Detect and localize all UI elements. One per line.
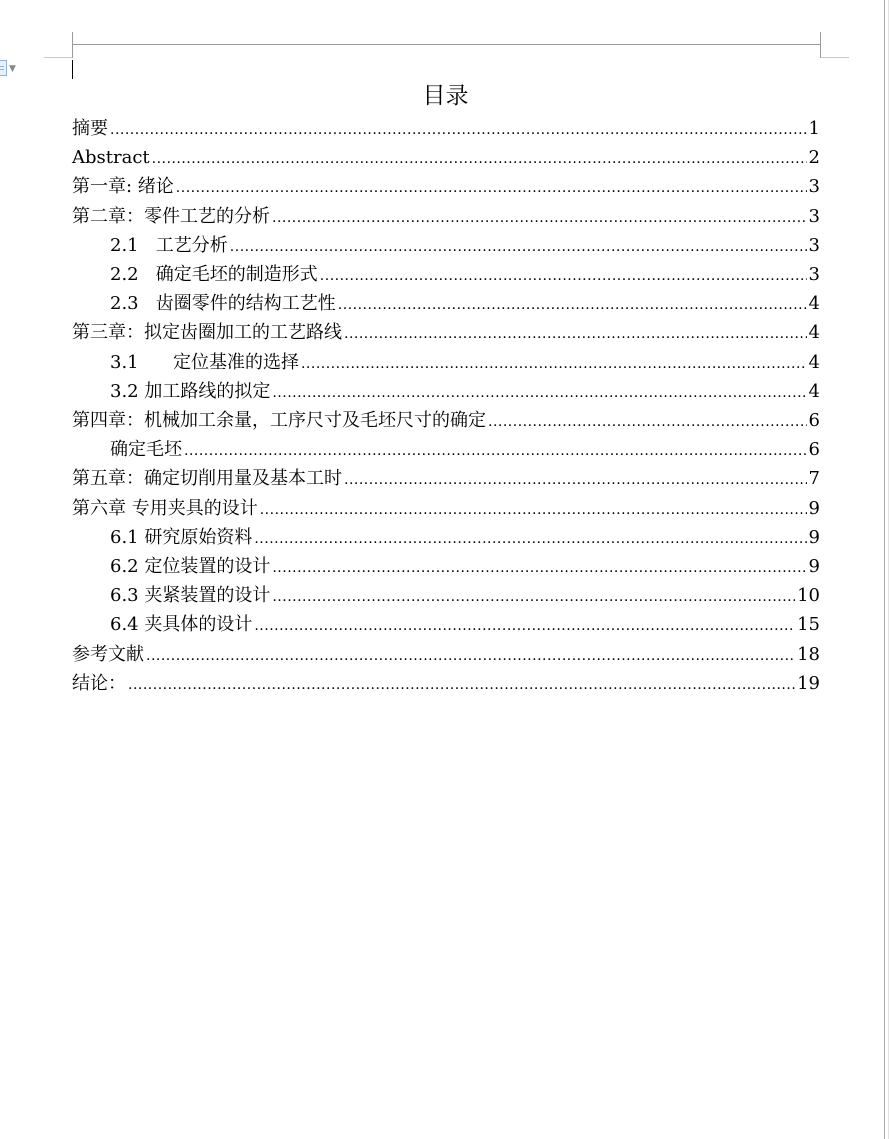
toc-entry-page: 3 — [808, 264, 820, 285]
document-icon — [0, 60, 7, 76]
toc-entry[interactable] — [72, 669, 820, 698]
toc-entry-label: 第四章：机械加工余量，工序尺寸及毛坯尺寸的确定 — [72, 410, 486, 431]
toc-entry-label: 2.1 工艺分析 — [110, 235, 228, 256]
toc-entry-label: 结论： — [72, 673, 126, 694]
toc-entry-page: 9 — [808, 556, 820, 577]
toc-entry[interactable] — [110, 377, 820, 406]
toc-entry-page: 15 — [797, 614, 820, 635]
toc-leader-dots — [272, 583, 795, 612]
toc-leader-dots — [272, 379, 806, 408]
toc-entry[interactable] — [72, 202, 820, 231]
toc-leader-dots — [344, 320, 807, 349]
page-edge-line — [884, 0, 885, 1139]
toc-leader-dots — [320, 262, 807, 291]
toc-entry-page: 4 — [808, 322, 820, 343]
toc-entry-label: 6.2 定位装置的设计 — [110, 556, 271, 577]
text-cursor — [72, 60, 73, 79]
toc-entry-page: 3 — [808, 235, 820, 256]
toc-entry-label: 6.3 夹紧装置的设计 — [110, 585, 271, 606]
toc-entry[interactable] — [110, 610, 820, 639]
toc-leader-dots — [110, 116, 807, 145]
toc-leader-dots — [146, 642, 795, 671]
toc-entry[interactable] — [72, 494, 820, 523]
header-line — [72, 44, 821, 45]
page-title: 目录 — [422, 83, 469, 109]
toc-entry-label: 第三章：拟定齿圈加工的工艺路线 — [72, 322, 342, 343]
toc-entry-page: 1 — [808, 118, 820, 139]
chevron-down-icon: ▼ — [9, 64, 16, 74]
toc-entry[interactable] — [110, 231, 820, 260]
toc-entry-label: 3.2 加工路线的拟定 — [110, 381, 271, 402]
toc-entry[interactable] — [72, 464, 820, 493]
toc-entry-label: 第一章: 绪论 — [72, 176, 174, 197]
page-edge-shadow — [888, 0, 889, 1139]
toc-entry-page: 2 — [808, 147, 820, 168]
toc-entry[interactable] — [72, 640, 820, 669]
toc-entry[interactable] — [72, 318, 820, 347]
toc-entry-label: Abstract — [72, 147, 150, 168]
toc-entry[interactable] — [110, 260, 820, 289]
margin-corner-right-tick — [820, 32, 821, 58]
page-options-button[interactable] — [0, 60, 16, 78]
toc-entry-label: 摘要 — [72, 118, 108, 139]
toc-leader-dots — [254, 525, 806, 554]
toc-leader-dots — [176, 174, 807, 203]
toc-leader-dots — [184, 437, 807, 466]
toc-entry[interactable] — [110, 523, 820, 552]
toc-entry[interactable] — [110, 435, 820, 464]
margin-corner-left — [44, 57, 72, 58]
toc-entry-page: 4 — [808, 293, 820, 314]
toc-leader-dots — [272, 554, 806, 583]
toc-entry-label: 2.3 齿圈零件的结构工艺性 — [110, 293, 336, 314]
toc-entry-page: 9 — [808, 498, 820, 519]
toc-entry[interactable] — [72, 172, 820, 201]
toc-entry-page: 7 — [808, 468, 820, 489]
toc-entry[interactable] — [110, 581, 820, 610]
toc-leader-dots — [230, 233, 807, 262]
toc-entry-page: 3 — [808, 176, 820, 197]
toc-entry-label: 6.1 研究原始资料 — [110, 527, 253, 548]
toc-entry-label: 6.4 夹具体的设计 — [110, 614, 253, 635]
toc-entry-page: 4 — [808, 381, 820, 402]
toc-leader-dots — [301, 350, 807, 379]
toc-entry-label: 参考文献 — [72, 644, 144, 665]
toc-entry-page: 3 — [808, 206, 820, 227]
toc-entry[interactable] — [72, 114, 820, 143]
toc-entry-page: 18 — [797, 644, 820, 665]
toc-entry-page: 9 — [808, 527, 820, 548]
toc-entry-page: 4 — [808, 352, 820, 373]
toc-entry[interactable] — [110, 348, 820, 377]
toc-leader-dots — [260, 496, 807, 525]
toc-leader-dots — [344, 466, 807, 495]
toc-entry-label: 第六章 专用夹具的设计 — [72, 498, 258, 519]
toc-leader-dots — [488, 408, 807, 437]
toc-entry-page: 6 — [808, 439, 820, 460]
toc-entry[interactable] — [110, 289, 820, 318]
toc-leader-dots — [128, 671, 795, 700]
toc-leader-dots — [152, 145, 807, 174]
toc-entry[interactable] — [72, 406, 820, 435]
toc-entry-page: 19 — [797, 673, 820, 694]
toc-entry-page: 10 — [797, 585, 820, 606]
toc-entry-page: 6 — [808, 410, 820, 431]
margin-corner-left-tick — [72, 32, 73, 58]
toc-entry[interactable] — [72, 143, 820, 172]
toc-entry-label: 确定毛坯 — [110, 439, 182, 460]
toc-entry-label: 第五章：确定切削用量及基本工时 — [72, 468, 342, 489]
toc-entry-label: 3.1 定位基准的选择 — [110, 352, 299, 373]
toc-entry[interactable] — [110, 552, 820, 581]
toc-entry-label: 2.2 确定毛坯的制造形式 — [110, 264, 318, 285]
toc-leader-dots — [272, 204, 807, 233]
margin-corner-right — [821, 57, 849, 58]
toc-leader-dots — [338, 291, 807, 320]
toc-leader-dots — [254, 612, 795, 641]
toc-entry-label: 第二章：零件工艺的分析 — [72, 206, 270, 227]
